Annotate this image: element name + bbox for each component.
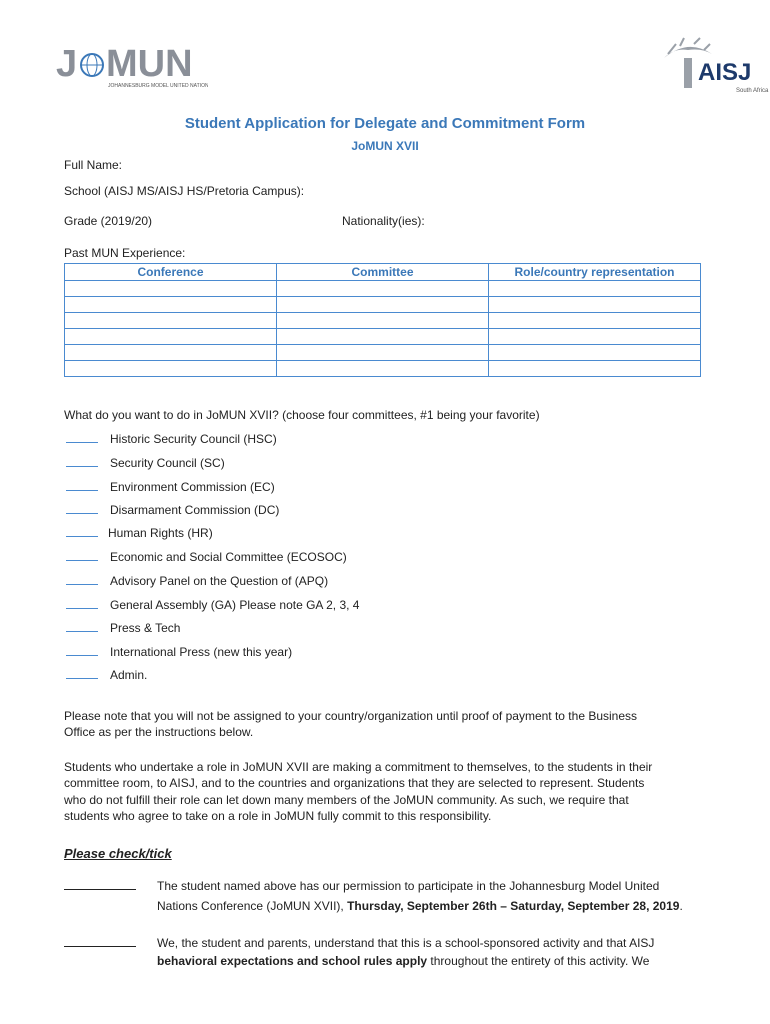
committee-choice[interactable]: Security Council (SC): [66, 455, 225, 471]
committee-question: What do you want to do in JoMUN XVII? (choose four committees, #1 being your favorite): [64, 408, 540, 422]
rank-blank[interactable]: [66, 550, 98, 561]
table-row[interactable]: [65, 313, 701, 329]
table-row[interactable]: [65, 361, 701, 377]
table-row[interactable]: [65, 329, 701, 345]
rank-blank[interactable]: [66, 668, 98, 679]
committee-choice[interactable]: Environment Commission (EC): [66, 479, 275, 495]
check-item-1-line: The student named above has our permission to participate in the Johannesburg Model United: [157, 879, 660, 893]
payment-note-line: Please note that you will not be assigned to your country/organization until proof of payment to the Business: [64, 709, 638, 723]
committee-choice[interactable]: International Press (new this year): [66, 644, 292, 660]
committee-choice[interactable]: Advisory Panel on the Question of (APQ): [66, 573, 328, 589]
table-row[interactable]: [65, 281, 701, 297]
committee-choice[interactable]: Human Rights (HR): [66, 525, 213, 541]
grade-label: Grade (2019/20): [64, 214, 153, 228]
committee-choice[interactable]: Disarmament Commission (DC): [66, 502, 279, 518]
rank-blank[interactable]: [66, 598, 98, 609]
nationality-label: Nationality(ies):: [342, 214, 425, 228]
experience-table: [64, 263, 701, 377]
aisj-logo: [654, 36, 770, 96]
check-item-2-line: We, the student and parents, understand that this is a school-sponsored activity and that AISJ: [157, 936, 655, 950]
table-header-row: [65, 264, 701, 281]
rank-blank[interactable]: [66, 432, 98, 443]
col-conference: Conference: [65, 264, 277, 281]
payment-note-line: Office as per the instructions below.: [64, 725, 254, 739]
committee-choice[interactable]: Economic and Social Committee (ECOSOC): [66, 549, 347, 565]
jomun-logo: [52, 40, 208, 90]
rank-blank[interactable]: [66, 621, 98, 632]
committee-choice[interactable]: Press & Tech: [66, 620, 180, 636]
rank-blank[interactable]: [66, 456, 98, 467]
aisj-logo-text: AISJ: [698, 59, 752, 86]
page-title: Student Application for Delegate and Commitment Form: [184, 115, 586, 132]
jomun-logo-mun: MUN: [106, 43, 193, 85]
jomun-logo-tagline: JOHANNESBURG MODEL UNITED NATIONS: [108, 83, 208, 89]
table-row[interactable]: [65, 345, 701, 361]
committee-choice[interactable]: Admin.: [66, 667, 147, 683]
table-row[interactable]: [65, 297, 701, 313]
rank-blank[interactable]: [66, 526, 98, 537]
commitment-line: Students who undertake a role in JoMUN XVII are making a commitment to themselves, to the students in their: [64, 760, 653, 774]
jomun-logo-j: J: [56, 43, 78, 85]
check-blank-2[interactable]: [64, 935, 136, 951]
check-item-2-line: behavioral expectations and school rules apply throughout the entirety of this activity. We: [157, 954, 650, 968]
committee-choice[interactable]: Historic Security Council (HSC): [66, 431, 277, 447]
full-name-label: Full Name:: [64, 158, 123, 172]
rank-blank[interactable]: [66, 503, 98, 514]
check-heading: Please check/tick: [64, 846, 172, 861]
check-item-1-line: Nations Conference (JoMUN XVII), Thursday, September 26th – Saturday, September 28, 2019.: [157, 899, 683, 913]
commitment-line: students who agree to take on a role in JoMUN fully commit to this responsibility.: [64, 809, 492, 823]
rank-blank[interactable]: [66, 645, 98, 656]
col-committee: Committee: [277, 264, 489, 281]
page-subtitle: JoMUN XVII: [351, 139, 419, 153]
check-blank-1[interactable]: [64, 878, 136, 894]
rank-blank[interactable]: [66, 574, 98, 585]
commitment-line: who do not fulfill their role can let down many members of the JoMUN community. As such, we require that: [64, 793, 629, 807]
commitment-line: committee room, to AISJ, and to the countries and organizations that they are selected to represent. Students: [64, 776, 645, 790]
rank-blank[interactable]: [66, 480, 98, 491]
past-experience-label: Past MUN Experience:: [64, 246, 186, 260]
committee-choice[interactable]: General Assembly (GA) Please note GA 2, 3, 4: [66, 597, 359, 613]
col-role: Role/country representation: [489, 264, 701, 281]
aisj-logo-tagline: South Africa: [736, 88, 769, 94]
school-label: School (AISJ MS/AISJ HS/Pretoria Campus):: [64, 184, 305, 198]
